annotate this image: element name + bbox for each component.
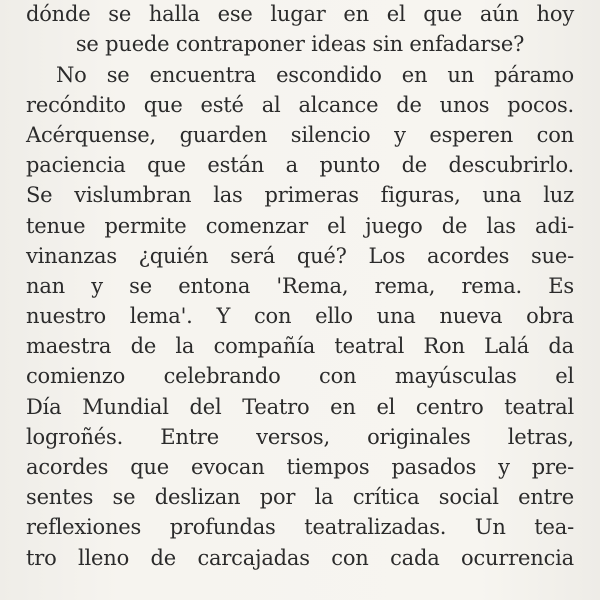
article-line: logroñés. Entre versos, originales letras,: [26, 424, 574, 449]
article-line: Se vislumbran las primeras figuras, una luz: [26, 183, 574, 208]
article-line: paciencia que están a punto de descubrirlo.: [26, 153, 574, 178]
article-line: Día Mundial del Teatro en el centro teatral: [26, 394, 574, 419]
article-line: comienzo celebrando con mayúsculas el: [26, 364, 574, 389]
article-line: vinanzas ¿quién será qué? Los acordes sue-: [26, 243, 574, 268]
article-column: [26, 0, 574, 573]
article-line: Acérquense, guarden silencio y esperen con: [26, 122, 574, 147]
article-line: recóndito que esté al alcance de unos pocos.: [26, 92, 574, 117]
article-line: reflexiones profundas teatralizadas. Un tea-: [26, 515, 574, 540]
article-line: nuestro lema'. Y con ello una nueva obra: [26, 304, 574, 329]
article-line: No se encuentra escondido en un páramo: [56, 62, 574, 87]
article-line: acordes que evocan tiempos pasados y pre-: [26, 455, 574, 479]
article-line: maestra de la compañía teatral Ron Lalá da: [26, 334, 574, 359]
article-line: sentes se deslizan por la crítica social entre: [26, 485, 574, 510]
article-line: se puede contraponer ideas sin enfadarse?: [75, 32, 525, 57]
article-line: tro lleno de carcajadas con cada ocurrencia: [26, 545, 574, 570]
article-line: tenue permite comenzar el juego de las adi-: [26, 213, 574, 238]
article-line: dónde se halla ese lugar en el que aún hoy: [26, 2, 574, 27]
article-line: nan y se entona 'Rema, rema, rema. Es: [26, 273, 574, 298]
